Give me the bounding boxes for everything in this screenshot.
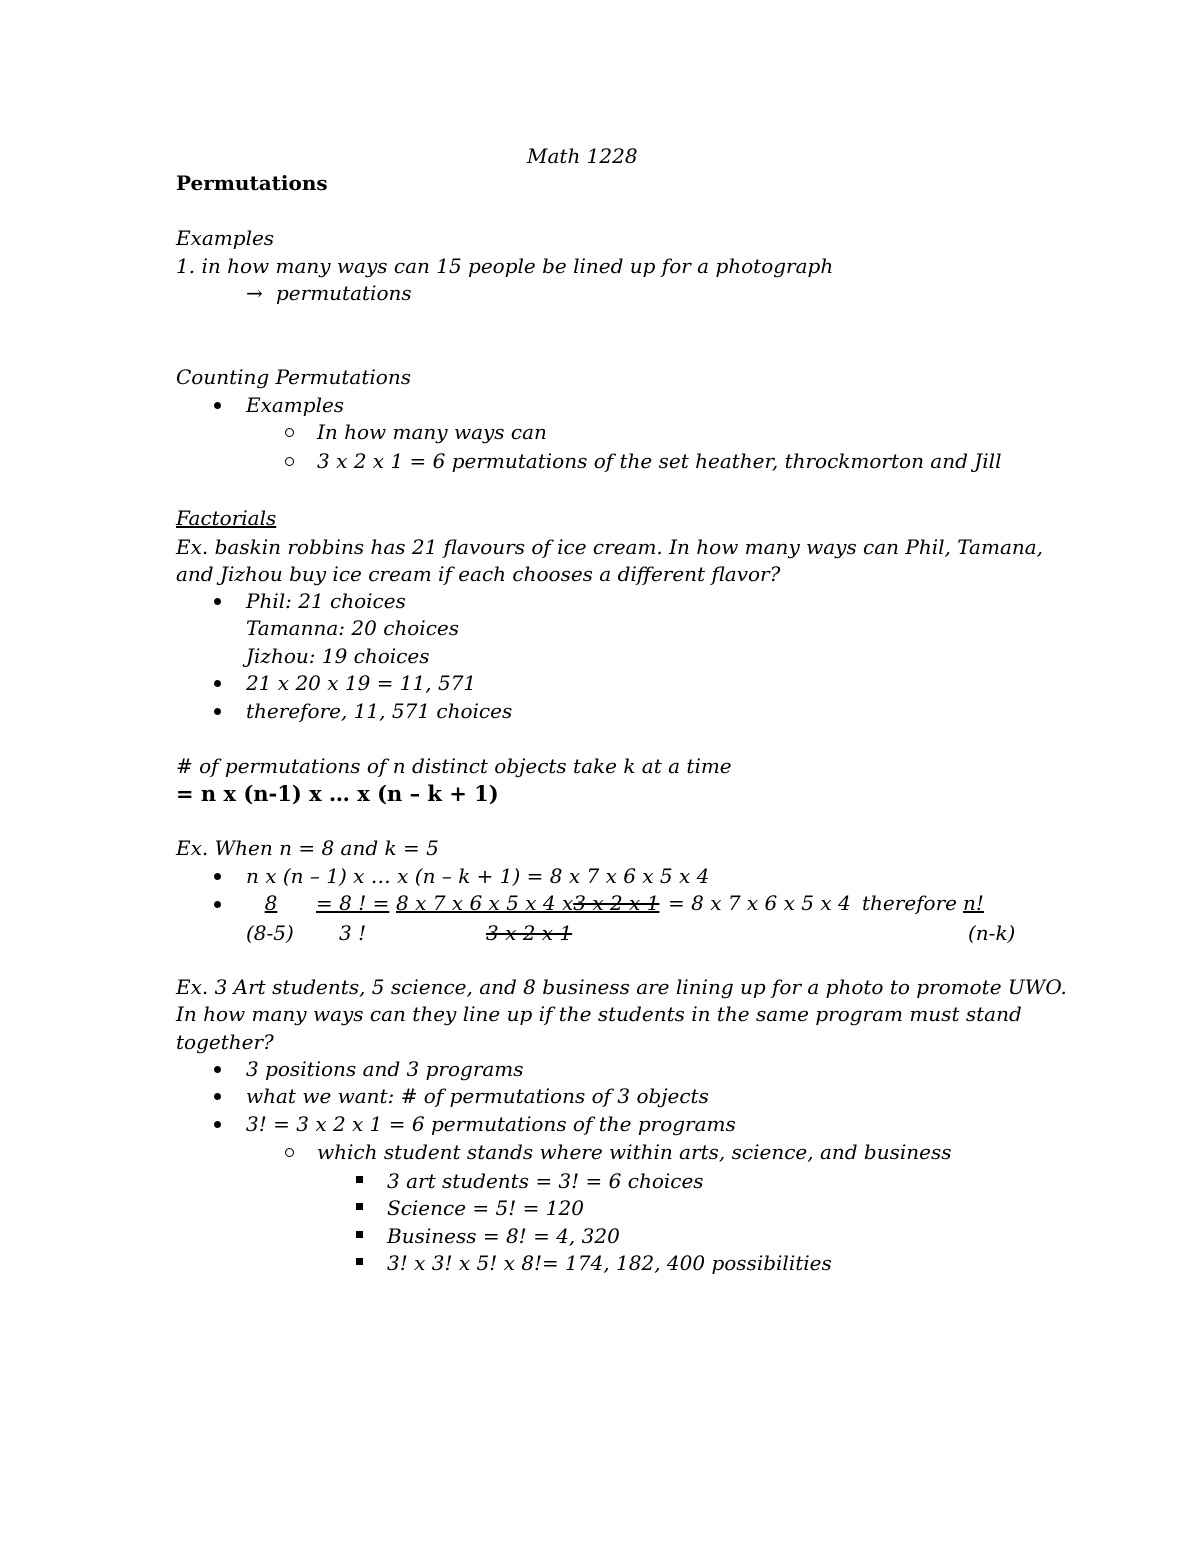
fraction-4-numerator: n! [963, 891, 984, 915]
bullet-dot-icon [214, 598, 221, 605]
bullet-dot-icon [214, 680, 221, 687]
example-2-bullet-1: n x (n – 1) x … x (n – k + 1) = 8 x 7 x 6 x 5 x 4 [246, 864, 710, 888]
factorials-heading: Factorials [176, 506, 277, 530]
counting-sub-1: In how many ways can [317, 420, 547, 444]
bullet-dot-icon [214, 1066, 221, 1073]
fraction-3-denominator-struck: 3 x 2 x 1 [486, 921, 573, 945]
fraction-1-denominator: (8-5) [246, 921, 294, 945]
factorials-example-line-1: Ex. baskin robbins has 21 flavours of ice cream. In how many ways can Phil, Tamana, [176, 535, 1044, 559]
bullet-square-icon [356, 1203, 363, 1210]
example-3-line-1: Ex. 3 Art students, 5 science, and 8 business are lining up for a photo to promote UWO. [176, 975, 1067, 999]
fraction-2-denominator: 3 ! [339, 921, 367, 945]
example-3-bullet-2: what we want: # of permutations of 3 objects [246, 1084, 709, 1108]
arrow-icon: → [246, 281, 263, 305]
factorials-bullet-1-line-3: Jizhou: 19 choices [246, 644, 430, 668]
therefore-label: therefore [862, 891, 957, 915]
bullet-dot-icon [214, 873, 221, 880]
bullet-circle-icon [285, 1148, 294, 1157]
example-3-sub-1: which student stands where within arts, science, and business [317, 1140, 952, 1164]
course-header: Math 1228 [527, 144, 638, 168]
example-3-item-3: Business = 8! = 4, 320 [387, 1224, 620, 1248]
fraction-1-numerator: 8 [264, 891, 278, 915]
example-1-line: 1. in how many ways can 15 people be lined up for a photograph [176, 254, 834, 278]
formula-expression: = n x (n-1) x … x (n – k + 1) [176, 781, 499, 806]
fraction-3-numerator-kept: 8 x 7 x 6 x 5 x 4 x [396, 891, 574, 915]
example-3-item-2: Science = 5! = 120 [387, 1196, 584, 1220]
factorials-example-line-2: and Jizhou buy ice cream if each chooses a different flavor? [176, 562, 781, 586]
fraction-3-numerator [396, 891, 659, 915]
bullet-dot-icon [214, 1093, 221, 1100]
fraction-4-denominator: (n-k) [968, 921, 1016, 945]
bullet-circle-icon [285, 457, 294, 466]
bullet-dot-icon [214, 1121, 221, 1128]
counting-heading: Counting Permutations [176, 365, 411, 389]
result-expression: = 8 x 7 x 6 x 5 x 4 [668, 891, 851, 915]
page-title: Permutations [176, 171, 328, 195]
factorials-bullet-3: therefore, 11, 571 choices [246, 699, 513, 723]
bullet-circle-icon [285, 428, 294, 437]
fraction-2-numerator: = 8 ! = [316, 891, 390, 915]
bullet-dot-icon [214, 402, 221, 409]
example-3-line-3: together? [176, 1030, 274, 1054]
bullet-dot-icon [214, 901, 221, 908]
example-3-item-1: 3 art students = 3! = 6 choices [387, 1169, 704, 1193]
bullet-dot-icon [214, 708, 221, 715]
bullet-square-icon [356, 1258, 363, 1265]
formula-description: # of permutations of n distinct objects take k at a time [176, 754, 732, 778]
counting-bullet: Examples [246, 393, 345, 417]
example-2-heading: Ex. When n = 8 and k = 5 [176, 836, 439, 860]
factorials-bullet-1-line-2: Tamanna: 20 choices [246, 616, 460, 640]
factorials-bullet-1-line-1: Phil: 21 choices [246, 589, 406, 613]
counting-sub-2: 3 x 2 x 1 = 6 permutations of the set heather, throckmorton and Jill [317, 449, 1002, 473]
bullet-square-icon [356, 1231, 363, 1238]
example-1-answer: permutations [276, 281, 412, 305]
examples-heading: Examples [176, 226, 275, 250]
bullet-square-icon [356, 1176, 363, 1183]
example-3-item-4: 3! x 3! x 5! x 8!= 174, 182, 400 possibilities [387, 1251, 832, 1275]
example-3-bullet-1: 3 positions and 3 programs [246, 1057, 524, 1081]
example-3-bullet-3: 3! = 3 x 2 x 1 = 6 permutations of the programs [246, 1112, 736, 1136]
example-3-line-2: In how many ways can they line up if the students in the same program must stand [176, 1002, 1022, 1026]
fraction-3-numerator-struck: 3 x 2 x 1 [573, 891, 660, 915]
factorials-bullet-2: 21 x 20 x 19 = 11, 571 [246, 671, 477, 695]
